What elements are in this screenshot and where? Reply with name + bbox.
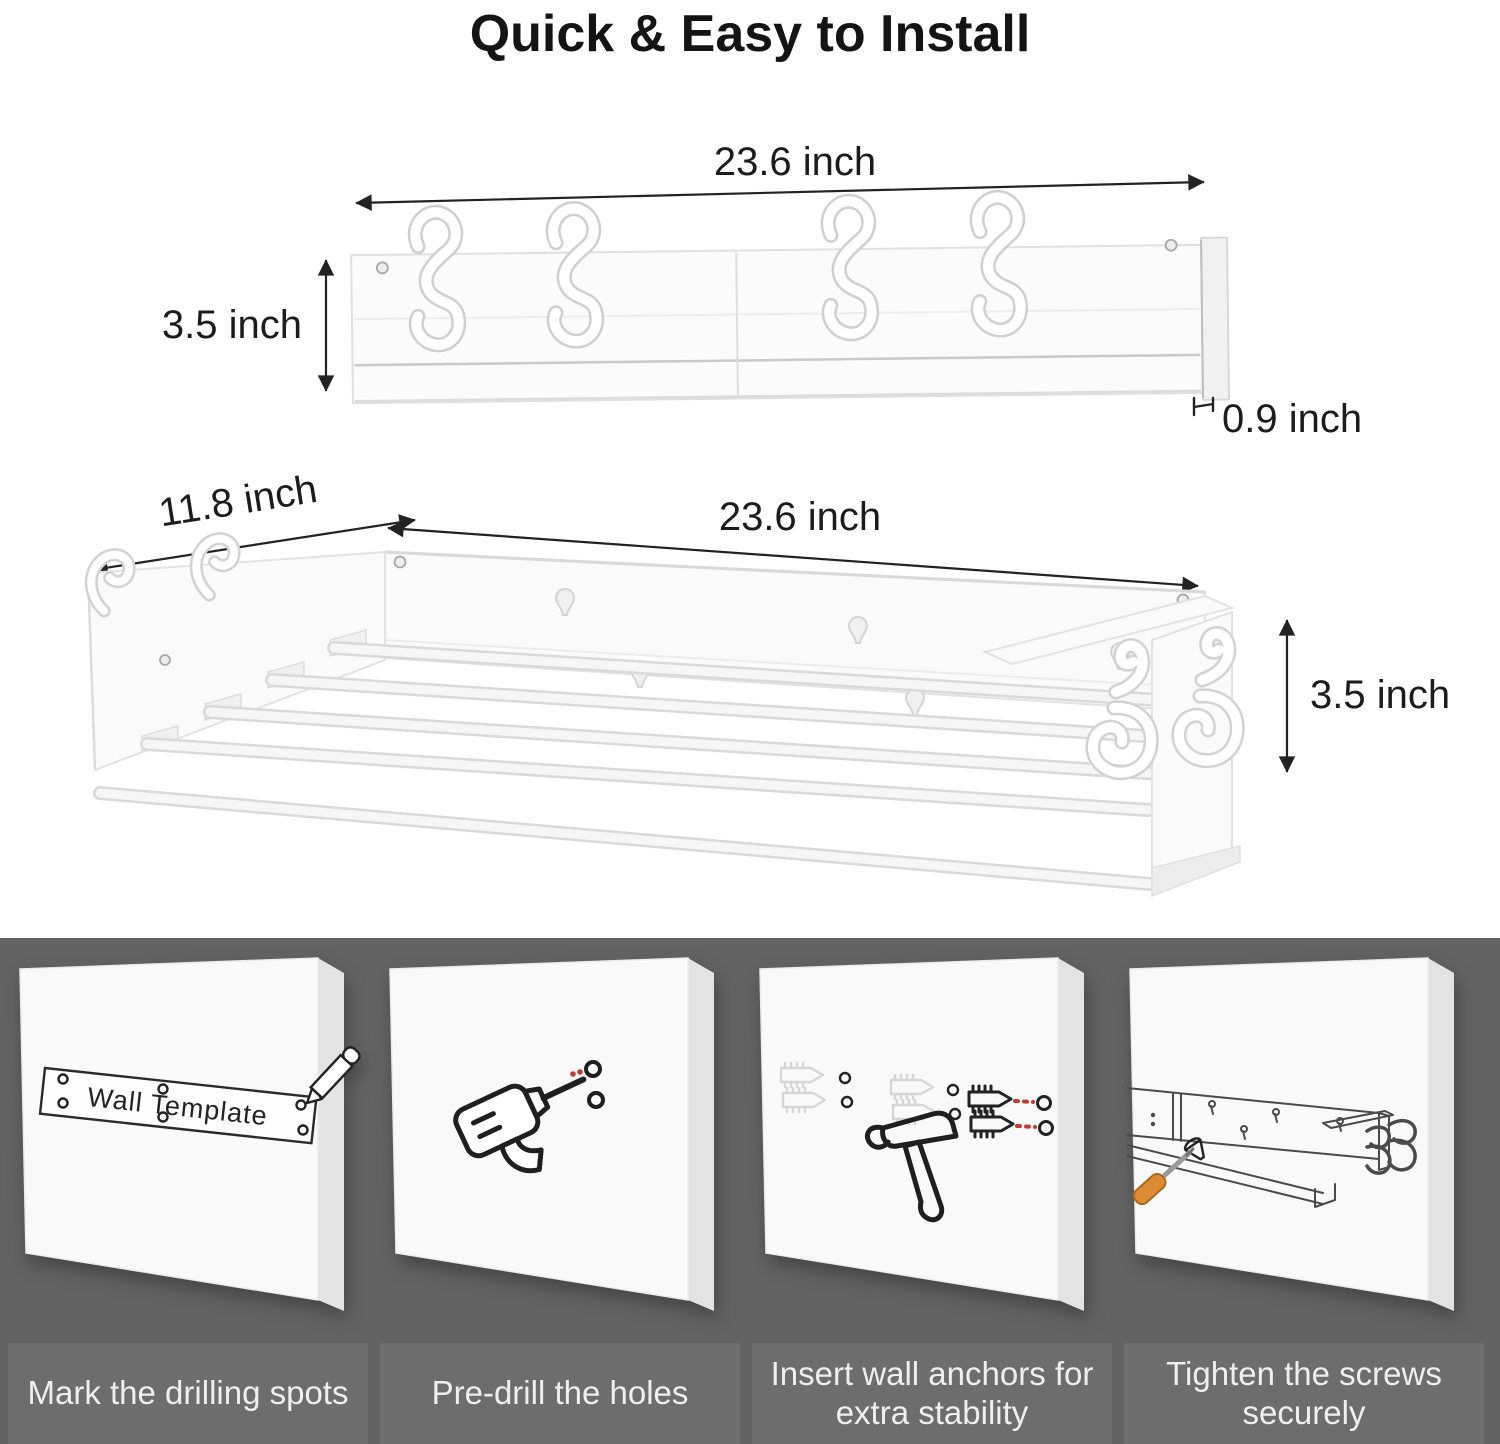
folded-width-label: 23.6 inch	[713, 140, 877, 184]
step4-caption	[1124, 1343, 1484, 1444]
folded-depth-label: 0.9 inch	[1222, 397, 1363, 441]
folded-depth-dim	[1194, 397, 1362, 441]
step3-wall-illustration	[757, 953, 1105, 1333]
step4-wall-illustration	[1127, 953, 1475, 1333]
step3-caption-text: Insert wall anchors for extra stability	[770, 1354, 1094, 1431]
extended-rack	[88, 537, 1240, 896]
extended-width-label: 23.6 inch	[718, 495, 882, 539]
step4-caption-text: Tighten the screws securely	[1166, 1354, 1442, 1431]
folded-height-label: 3.5 inch	[161, 303, 302, 347]
mount-screw-right	[1166, 240, 1177, 251]
step1-wall-illustration	[17, 953, 365, 1333]
folded-rack	[351, 195, 1229, 411]
step3-caption	[752, 1343, 1112, 1444]
mount-screw-left	[377, 262, 388, 273]
rack-end-cap	[1201, 238, 1229, 400]
step2-caption-text: Pre-drill the holes	[431, 1374, 689, 1412]
page-title: Quick & Easy to Install	[469, 5, 1031, 63]
rack-bar	[351, 245, 1203, 403]
extended-depth-label: 11.8 inch	[155, 466, 321, 536]
installation-steps	[0, 938, 1500, 1444]
step1-caption	[8, 1343, 368, 1444]
step2-wall-illustration	[387, 953, 735, 1333]
left-rail	[88, 552, 385, 770]
wall-template-label: Wall Template	[85, 1081, 270, 1132]
folded-rack-diagram	[162, 140, 1362, 441]
step1-caption-text: Mark the drilling spots	[27, 1374, 349, 1412]
step2-caption	[380, 1343, 740, 1444]
folded-width-arrow	[356, 182, 1204, 203]
extended-height-label: 3.5 inch	[1310, 673, 1451, 717]
extended-rack-diagram	[88, 467, 1451, 896]
